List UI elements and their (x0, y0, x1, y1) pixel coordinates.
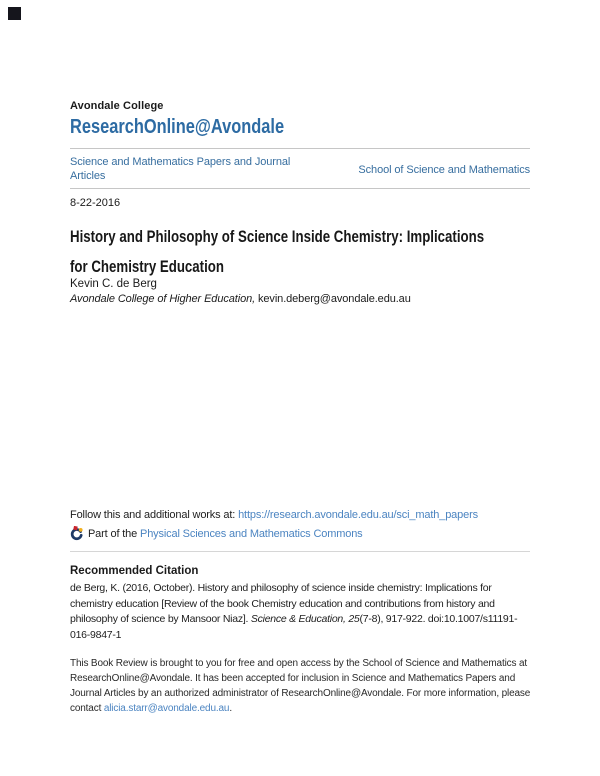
part-of-prefix: Part of the (88, 527, 141, 540)
author-name: Kevin C. de Berg (70, 278, 157, 290)
citation-journal: Science & Education, 25 (250, 613, 360, 625)
footer-body: This Book Review is brought to you for free and open access by the School of Science and Mathematics at ResearchOnline@Avondale. It has been accepted for inclusion in Science and Mathematics Papers and Journal Articles by an authorized administrator of ResearchOnline@Avondale. For more information, please contact (70, 658, 531, 714)
divider (70, 551, 530, 552)
author-affiliation (70, 293, 411, 305)
article-title-line-2: for Chemistry Education (70, 257, 224, 276)
page-corner-mark (8, 7, 21, 20)
part-of-text (88, 528, 363, 540)
citation-tail: (7-8), 917-922. doi:10.1007/s11191-016-9847-1 (70, 613, 518, 641)
article-title (70, 222, 600, 282)
recommended-citation-heading: Recommended Citation (70, 565, 199, 577)
commons-link[interactable]: Physical Sciences and Mathematics Commons (140, 527, 363, 540)
footer-statement (70, 656, 532, 716)
contact-email-link[interactable]: alicia.starr@avondale.edu.au (103, 703, 230, 714)
author-email: kevin.deberg@avondale.edu.au (258, 293, 411, 305)
footer-suffix: . (229, 703, 232, 714)
follow-works-link[interactable]: https://research.avondale.edu.au/sci_math_papers (238, 509, 478, 521)
commons-network-icon (68, 526, 83, 541)
publication-date: 8-22-2016 (70, 197, 121, 209)
follow-works-line (70, 509, 478, 521)
citation-body: de Berg, K. (2016, October). History and philosophy of science inside chemistry: Implications for chemistry education [Review of the book Chemistry education and contributions from history and philosophy of science by Mansoor Niaz]. (70, 582, 495, 625)
divider (70, 148, 530, 149)
affiliation-text: Avondale College of Higher Education, (70, 293, 259, 305)
school-link[interactable]: School of Science and Mathematics (358, 164, 530, 176)
institution-name: Avondale College (70, 100, 164, 112)
follow-works-label: Follow this and additional works at: (70, 509, 239, 521)
part-of-line (68, 526, 363, 541)
article-title-line-1: History and Philosophy of Science Inside Chemistry: Implications (70, 227, 485, 246)
citation-text (70, 581, 532, 643)
series-link[interactable]: Science and Mathematics Papers and Journal Articles (70, 156, 291, 182)
repository-title-link[interactable]: ResearchOnline@Avondale (70, 116, 285, 138)
divider (70, 188, 530, 189)
